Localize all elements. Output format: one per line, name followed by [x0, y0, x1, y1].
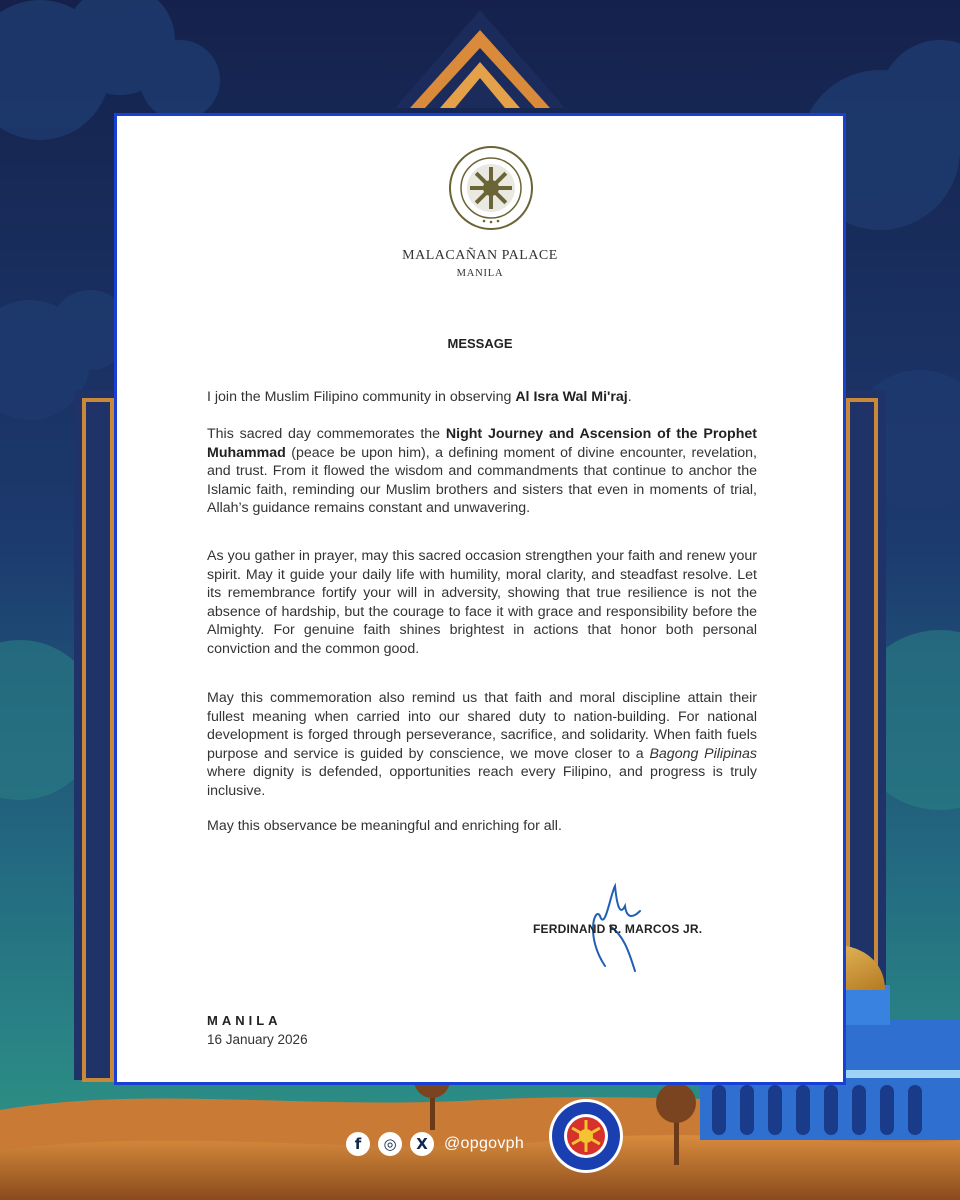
message-letter	[114, 113, 846, 1085]
paragraph-5: May this observance be meaningful and enriching for all.	[207, 818, 562, 834]
signing-date: 16 January 2026	[207, 1032, 308, 1047]
paragraph-1: I join the Muslim Filipino community in observing Al Isra Wal Mi'raj.	[207, 389, 632, 405]
paragraph-4: May this commemoration also remind us that faith and moral discipline attain their fullest meaning when carried into our shared duty to nation-building. For national development is forged through perseverance, sacrifice, and solidarity. When faith fuels purpose and service is guided by conscience, we move closer to a Bagong Pilipinas where dignity is defended, opportunities reach every Filipino, and progress is truly inclusive.	[207, 690, 757, 799]
facebook-icon[interactable]: f	[346, 1132, 370, 1156]
palace-name: MALACAÑAN PALACE	[402, 248, 558, 263]
signing-place: MANILA	[207, 1013, 282, 1028]
paragraph-3: As you gather in prayer, may this sacred occasion strengthen your faith and renew your spirit. May it guide your daily life with humility, moral clarity, and steadfast resolve. Let its remembrance fortify your will in adversity, showing that true resilience is not the absence of hardship, but the courage to face it with grace and responsibility before the Almighty. For genuine faith shines brightest in actions that honor both personal conviction and the common good.	[207, 548, 757, 657]
instagram-icon[interactable]: ◎	[378, 1132, 402, 1156]
message-title: MESSAGE	[447, 336, 513, 351]
signatory-name: FERDINAND R. MARCOS JR.	[533, 922, 703, 936]
x-icon[interactable]: X	[410, 1132, 434, 1156]
social-links	[346, 1130, 524, 1158]
social-handle[interactable]: @opgovph	[444, 1135, 525, 1152]
paragraph-2: This sacred day commemorates the Night Journey and Ascension of the Prophet Muhammad (peace be upon him), a defining moment of divine encounter, revelation, and trust. From it flowed the wisdom and commandments that continue to anchor the Islamic faith, reminding our Muslim brothers and sisters that even in moments of trial, Allah’s guidance remains constant and unwavering.	[207, 426, 758, 516]
presidential-seal-color-icon	[548, 1098, 624, 1174]
palace-city: MANILA	[456, 268, 504, 279]
presidential-seal-icon	[448, 145, 534, 231]
